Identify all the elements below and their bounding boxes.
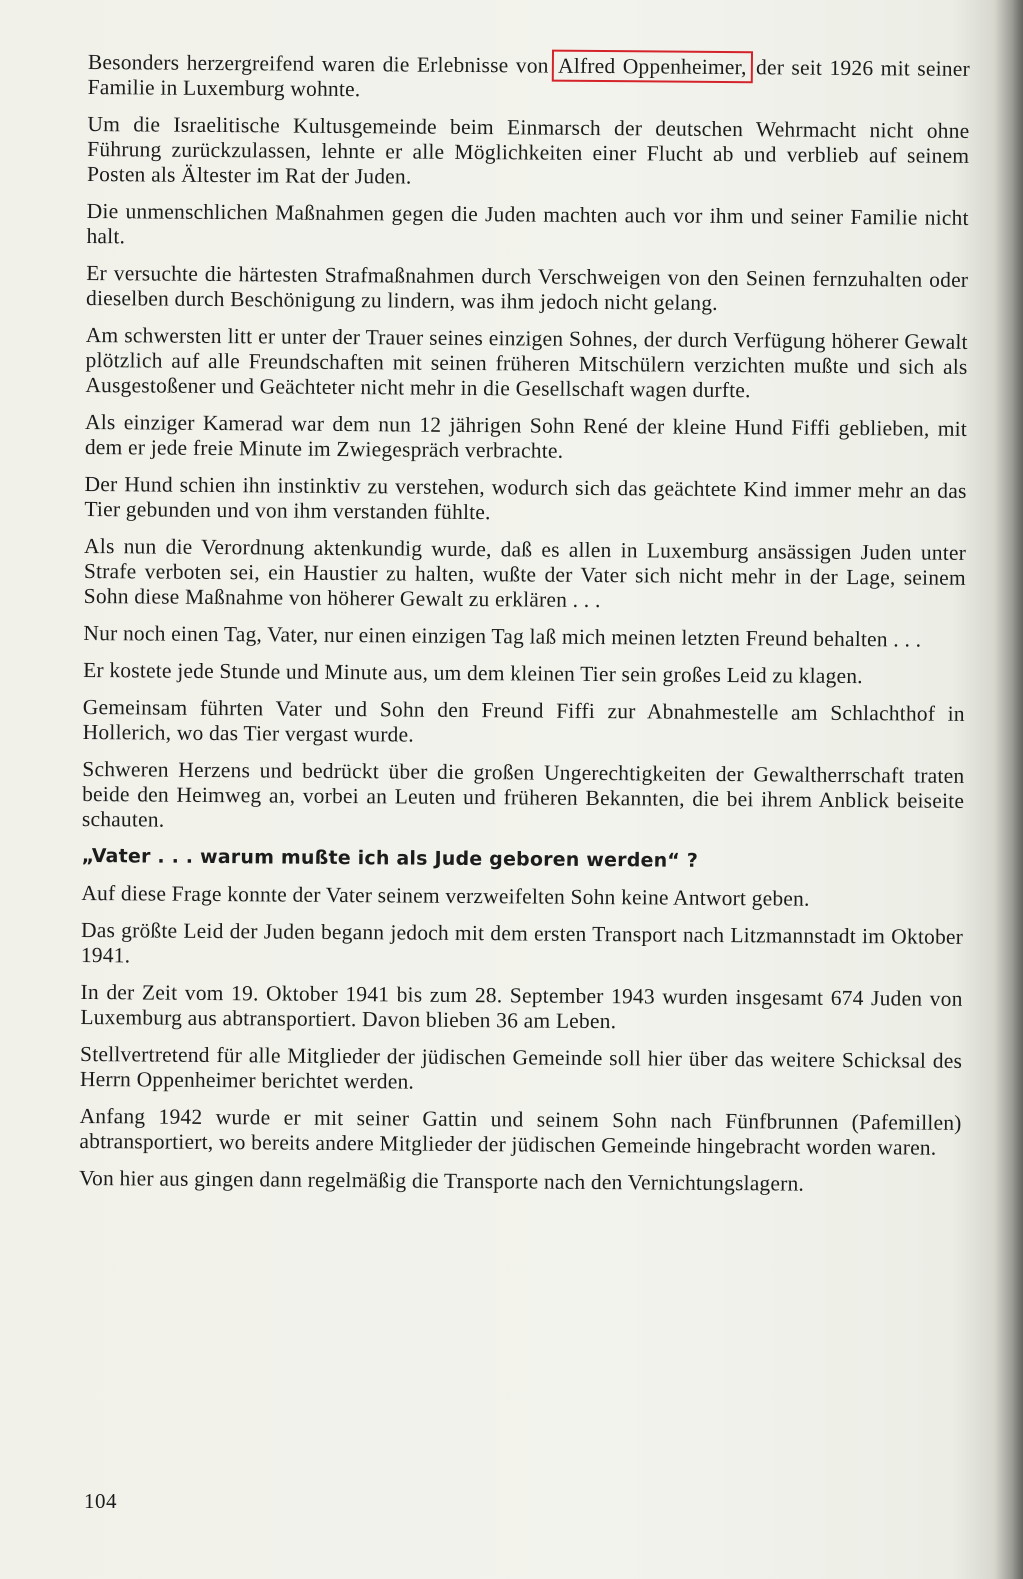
paragraph-12: Schweren Herzens und bedrückt über die großen Ungerechtigkeiten der Gewaltherrschaft traten beide den Heimweg an, vorbei an Leuten und früheren Bekannten, die bei ihrem Anblick beiseite schauten.: [81, 756, 965, 832]
paragraph-9: Nur noch einen Tag, Vater, nur einen einzigen Tag laß mich meinen letzten Freund behalten . . .: [83, 620, 922, 652]
paragraph-3: Die unmenschlichen Maßnahmen gegen die Juden machten auch vor ihm und seiner Familie nicht halt.: [86, 198, 969, 249]
paragraph-1-start: Besonders herzergreifend waren die Erlebnisse von: [87, 50, 557, 78]
paragraph-19: Von hier aus gingen dann regelmäßig die Transporte nach den Vernichtungslagern.: [79, 1165, 805, 1196]
paragraph-8: Als nun die Verordnung aktenkundig wurde, daß es allen in Luxemburg ansässigen Juden unter Strafe verboten sei, ein Haustier zu halten, wußte der Vater sich nicht mehr in der Lage, seinem Sohn diese Maßnahme von höherer Gewalt zu erklären . . .: [83, 533, 967, 613]
paragraph-4: Er versuchte die härtesten Strafmaßnahmen durch Verschweigen von den Seinen fernzuhalten oder dieselben durch Beschönigung zu lindern, was ihm jedoch nicht gelang.: [85, 260, 969, 315]
paragraph-6: Als einziger Kamerad war dem nun 12 jährigen Sohn René der kleine Hund Fiffi geblieben, mit dem er jede freie Minute im Zwiegespräch verbrachte.: [84, 409, 968, 463]
paragraph-14: Auf diese Frage konnte der Vater seinem verzweifelten Sohn keine Antwort geben.: [81, 880, 810, 911]
page-number: 104: [84, 1489, 117, 1513]
quote-heading: „Vater . . . warum mußte ich als Jude geboren werden“ ?: [81, 844, 699, 872]
paragraph-2: Um die Israelitische Kultusgemeinde beim Einmarsch der deutschen Wehrmacht nicht ohne Führung zurückzulassen, lehnte er alle Möglichkeiten einer Flucht ab und verblieb auf seinem Posten als Ältester im Rat der Juden.: [86, 111, 970, 189]
paragraph-17: Stellvertretend für alle Mitglieder der jüdischen Gemeinde soll hier über das weitere Schicksal des Herrn Oppenheimer berichtet werden.: [79, 1041, 963, 1094]
paragraph-10: Er kostete jede Stunde und Minute aus, um dem kleinen Tier sein großes Leid zu klagen.: [83, 657, 863, 689]
highlighted-name: Alfred Oppenheimer,: [557, 53, 747, 80]
paragraph-1-end: der seit 1926 mit seiner Familie in Luxemburg wohnte.: [87, 55, 970, 102]
paragraph-7: Der Hund schien ihn instinktiv zu verstehen, wodurch sich das geächtete Kind immer mehr an das Tier gebunden und von ihm verstanden fühlte.: [84, 471, 967, 525]
body-text: [79, 50, 970, 1210]
paragraph-18: Anfang 1942 wurde er mit seiner Gattin und seinem Sohn nach Fünfbrunnen (Pafemillen) abtransportiert, wo bereits andere Mitglieder der jüdischen Gemeinde hingebracht worden waren.: [79, 1103, 962, 1160]
paragraph-16: In der Zeit vom 19. Oktober 1941 bis zum 28. September 1943 wurden insgesamt 674 Juden von Luxemburg aus abtransportiert. Davon blieben 36 am Leben.: [80, 979, 963, 1034]
paragraph-5: Am schwersten litt er unter der Trauer seines einzigen Sohnes, der durch Verfügung höherer Gewalt plötzlich auf alle Freundschaften mit seinen früheren Mitschülern verzichten mußte und sich als Ausgestoßener und Geächteter nicht mehr in die Gesellschaft wagen durfte.: [85, 322, 968, 403]
paragraph-15: Das größte Leid der Juden begann jedoch mit dem ersten Transport nach Litzmannstadt im Oktober 1941.: [80, 917, 964, 968]
page-edge-shadow: [995, 0, 1023, 1579]
paragraph-11: Gemeinsam führten Vater und Sohn den Freund Fiffi zur Abnahmestelle am Schlachthof in Hollerich, wo das Tier vergast wurde.: [82, 694, 965, 747]
paragraph-1: [88, 50, 970, 107]
